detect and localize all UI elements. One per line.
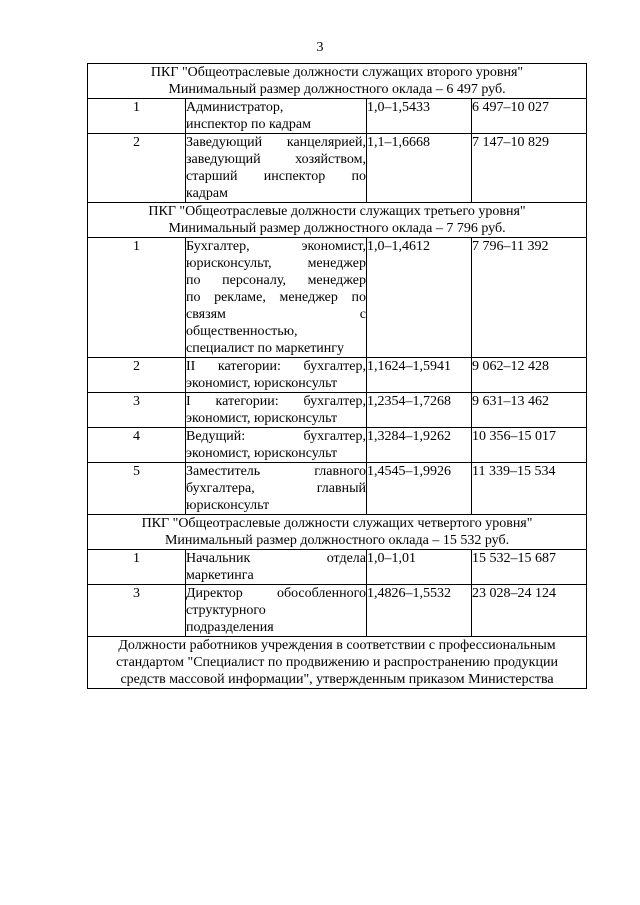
coefficient-range: 1,4826–1,5532 — [367, 585, 472, 637]
group-title: ПКГ "Общеотраслевые должности служащих четвертого уровня" — [141, 516, 533, 531]
position-names — [186, 550, 367, 585]
position-name-line: II категории: бухгалтер, — [186, 359, 366, 374]
table-row — [88, 393, 587, 428]
group-header — [88, 64, 587, 99]
page-number: 3 — [316, 40, 324, 55]
table-row — [88, 550, 587, 585]
position-name-line: Начальник отдела — [186, 551, 366, 566]
position-name-line: Заместитель главного — [186, 464, 366, 479]
position-names — [186, 238, 367, 358]
qualification-level: 2 — [88, 134, 186, 203]
position-names — [186, 585, 367, 637]
coefficient-range: 1,2354–1,7268 — [367, 393, 472, 428]
coefficient-range: 1,0–1,5433 — [367, 99, 472, 134]
position-name-line: общественностью, — [186, 324, 298, 339]
position-name-line: юрисконсульт, менеджер — [186, 256, 366, 271]
position-names — [186, 99, 367, 134]
group-min-salary: Минимальный размер должностного оклада – 7 796 руб. — [168, 221, 506, 236]
coefficient-range: 1,0–1,4612 — [367, 238, 472, 358]
coefficient-range: 1,1624–1,5941 — [367, 358, 472, 393]
salary-range: 6 497–10 027 — [472, 99, 587, 134]
coefficient-range: 1,3284–1,9262 — [367, 428, 472, 463]
salary-range: 7 147–10 829 — [472, 134, 587, 203]
coefficient-range: 1,0–1,01 — [367, 550, 472, 585]
qualification-level: 3 — [88, 393, 186, 428]
qualification-level: 5 — [88, 463, 186, 515]
position-name-line: экономист, юрисконсульт — [186, 376, 338, 391]
position-name-line: I категории: бухгалтер, — [186, 394, 366, 409]
group-header-row — [88, 515, 587, 550]
group-header — [88, 515, 587, 550]
qualification-level: 1 — [88, 99, 186, 134]
position-names — [186, 463, 367, 515]
position-name-line: Директор обособленного — [186, 586, 366, 601]
salary-range: 9 631–13 462 — [472, 393, 587, 428]
group-title: ПКГ "Общеотраслевые должности служащих третьего уровня" — [148, 204, 526, 219]
salary-range: 11 339–15 534 — [472, 463, 587, 515]
position-name-line: по персоналу, менеджер — [186, 273, 366, 288]
footer-row — [88, 637, 587, 689]
table-row — [88, 238, 587, 358]
position-name-line: связям с — [186, 307, 366, 322]
position-names — [186, 134, 367, 203]
salary-range: 23 028–24 124 — [472, 585, 587, 637]
position-name-line: кадрам — [186, 186, 228, 201]
position-name-line: Ведущий: бухгалтер, — [186, 429, 366, 444]
position-names — [186, 358, 367, 393]
table-row — [88, 585, 587, 637]
position-name-line: Бухгалтер, экономист, — [186, 239, 366, 254]
position-names — [186, 393, 367, 428]
table-row — [88, 99, 587, 134]
footer-note — [88, 637, 587, 689]
qualification-level: 2 — [88, 358, 186, 393]
group-title: ПКГ "Общеотраслевые должности служащих второго уровня" — [150, 65, 524, 80]
position-name-line: специалист по маркетингу — [186, 341, 345, 356]
qualification-level: 1 — [88, 550, 186, 585]
position-name-line: юрисконсульт — [186, 498, 270, 513]
position-name-line: экономист, юрисконсульт — [186, 411, 338, 426]
table-row — [88, 358, 587, 393]
table-row — [88, 428, 587, 463]
salary-range: 10 356–15 017 — [472, 428, 587, 463]
salary-table — [87, 63, 587, 689]
qualification-level: 1 — [88, 238, 186, 358]
group-min-salary: Минимальный размер должностного оклада – 15 532 руб. — [164, 533, 510, 548]
position-name-line: инспектор по кадрам — [186, 117, 311, 132]
position-name-line: по рекламе, менеджер по — [186, 290, 366, 305]
position-name-line: маркетинга — [186, 568, 254, 583]
position-names — [186, 428, 367, 463]
position-name-line: заведующий хозяйством, — [186, 152, 366, 167]
salary-range: 15 532–15 687 — [472, 550, 587, 585]
qualification-level: 3 — [88, 585, 186, 637]
salary-table-body — [88, 64, 587, 689]
footer-line: Должности работников учреждения в соответствии с профессиональным — [118, 638, 556, 653]
position-name-line: Заведующий канцелярией, — [186, 135, 366, 150]
position-name-line: Администратор, — [186, 100, 284, 115]
position-name-line: структурного — [186, 603, 266, 618]
salary-range: 9 062–12 428 — [472, 358, 587, 393]
table-row — [88, 463, 587, 515]
coefficient-range: 1,4545–1,9926 — [367, 463, 472, 515]
position-name-line: экономист, юрисконсульт — [186, 446, 338, 461]
position-name-line: старший инспектор по — [186, 169, 366, 184]
group-header-row — [88, 203, 587, 238]
position-name-line: подразделения — [186, 620, 274, 635]
qualification-level: 4 — [88, 428, 186, 463]
group-min-salary: Минимальный размер должностного оклада – 6 497 руб. — [168, 82, 506, 97]
position-name-line: бухгалтера, главный — [186, 481, 366, 496]
salary-range: 7 796–11 392 — [472, 238, 587, 358]
coefficient-range: 1,1–1,6668 — [367, 134, 472, 203]
group-header — [88, 203, 587, 238]
group-header-row — [88, 64, 587, 99]
footer-line: стандартом "Специалист по продвижению и распространению продукции — [116, 655, 558, 670]
footer-line: средств массовой информации", утвержденным приказом Министерства — [120, 672, 554, 687]
table-row — [88, 134, 587, 203]
